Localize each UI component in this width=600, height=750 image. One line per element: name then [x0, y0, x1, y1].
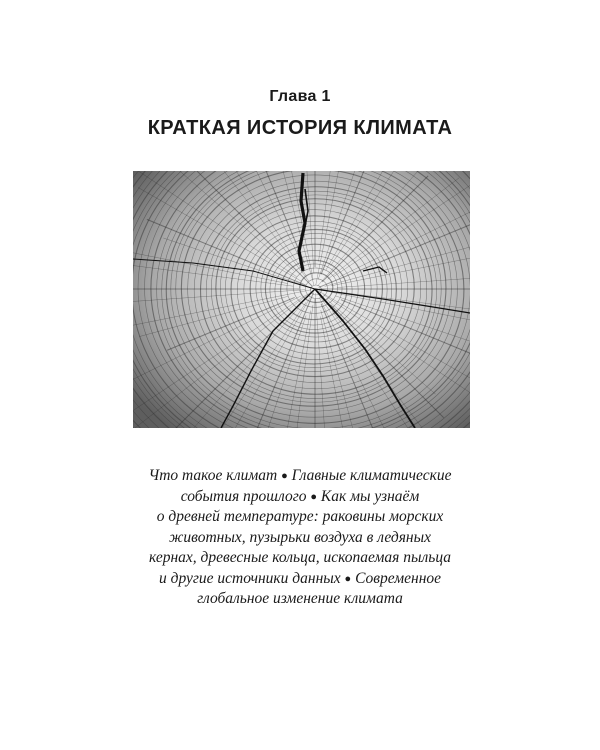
bullet-icon: ● — [310, 490, 318, 503]
summary-line: Что такое климат — [148, 467, 278, 484]
chapter-number: Глава 1 — [269, 88, 331, 105]
summary-line: Как мы узнаём — [320, 487, 420, 505]
summary-line: события прошлого — [180, 487, 307, 505]
summary-line: кернах, древесные кольца, ископаемая пыльца — [148, 549, 452, 566]
chapter-title: КРАТКАЯ ИСТОРИЯ КЛИМАТА — [147, 117, 453, 139]
summary-line: о древней температуре: раковины морских — [156, 508, 444, 525]
tree-rings-image — [133, 171, 470, 428]
summary-line: Главные климатические — [291, 467, 452, 484]
chapter-summary — [110, 466, 490, 610]
bullet-icon: ● — [281, 470, 288, 482]
summary-line: глобальное изменение климата — [197, 590, 403, 607]
summary-line: Современное — [355, 569, 442, 587]
summary-line: животных, пузырьки воздуха в ледяных — [169, 528, 431, 546]
bullet-icon: ● — [344, 572, 352, 585]
summary-line: и другие источники данных — [158, 569, 341, 587]
